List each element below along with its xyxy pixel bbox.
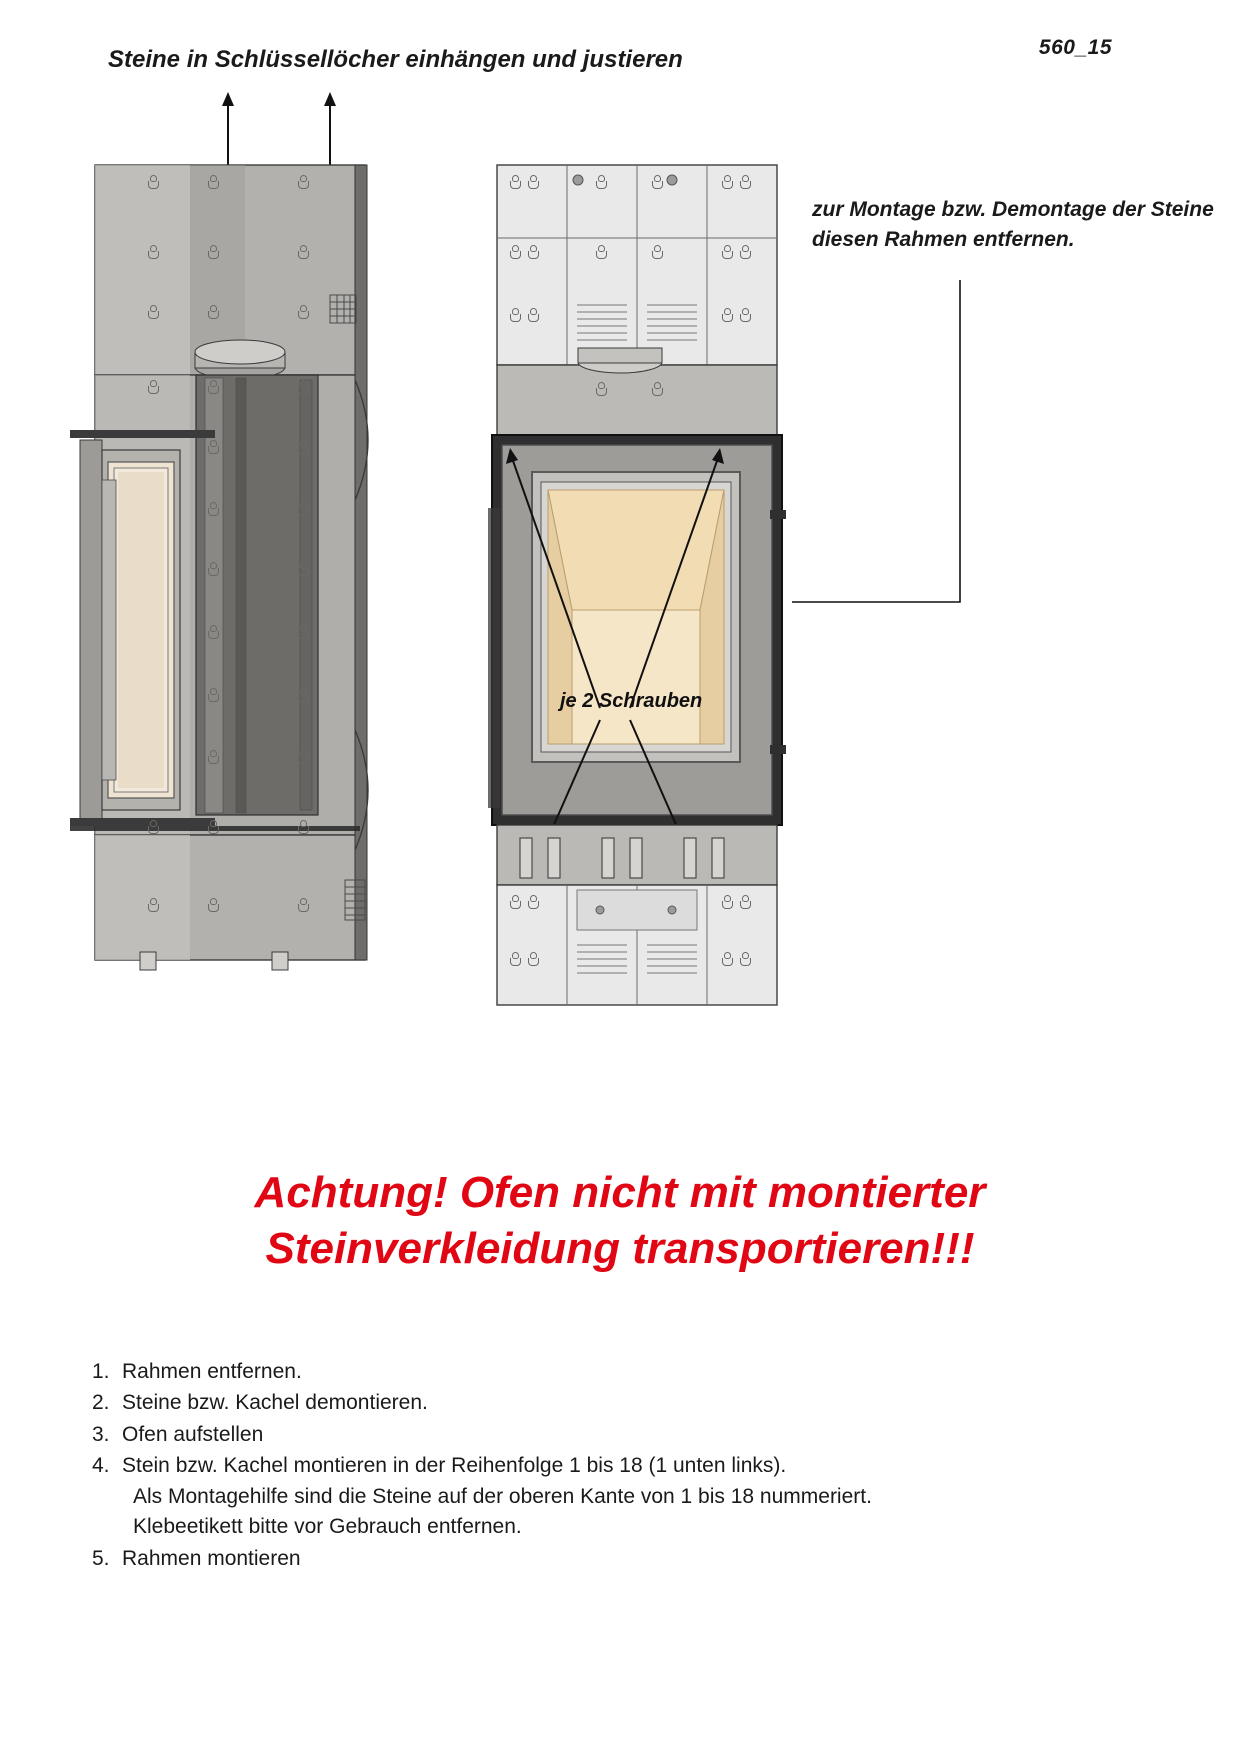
document-id: 560_15 <box>1038 36 1112 59</box>
step-text: Rahmen montieren <box>122 1546 301 1570</box>
headline-text: Steine in Schlüssellöcher einhängen und justieren <box>108 46 683 73</box>
list-item <box>92 1388 1092 1418</box>
step-number: 3. <box>92 1422 110 1446</box>
step-text-group <box>122 1451 1092 1542</box>
arrow-head-icon <box>324 92 336 106</box>
step-subtext: Als Montagehilfe sind die Steine auf der oberen Kante von 1 bis 18 nummeriert. <box>133 1484 872 1508</box>
screws-label: je 2 Schrauben <box>560 690 703 712</box>
stove-side-section <box>70 165 368 970</box>
stove-front-view <box>488 165 786 1005</box>
warning-line-1: Achtung! Ofen nicht mit montierter <box>254 1168 986 1217</box>
step-text: Ofen aufstellen <box>122 1422 264 1446</box>
list-item <box>92 1451 1092 1542</box>
step-number: 1. <box>92 1360 110 1383</box>
step-text: Steine bzw. Kachel demontieren. <box>122 1391 428 1415</box>
drawing-svg <box>0 90 1240 1080</box>
step-number: 4. <box>92 1454 110 1478</box>
arrow-head-icon <box>222 92 234 106</box>
list-item <box>92 1357 1092 1387</box>
step-text: Rahmen entfernen. <box>122 1360 302 1383</box>
transport-warning <box>0 1165 1240 1278</box>
technical-drawing <box>0 90 1240 1080</box>
step-text: Stein bzw. Kachel montieren in der Reihenfolge 1 bis 18 (1 unten links). <box>122 1454 787 1478</box>
note-leader-line <box>792 280 960 602</box>
step-number: 5. <box>92 1546 110 1570</box>
warning-line-2: Steinverkleidung transportieren!!! <box>265 1224 975 1274</box>
list-item <box>92 1544 1092 1574</box>
step-number: 2. <box>92 1391 110 1415</box>
step-subtext: Klebeetikett bitte vor Gebrauch entfernen. <box>133 1515 522 1539</box>
frame-removal-note: zur Montage bzw. Demontage der Steine diesen Rahmen entfernen. <box>812 198 1214 252</box>
list-item <box>92 1420 1092 1450</box>
instruction-steps <box>92 1357 1092 1575</box>
